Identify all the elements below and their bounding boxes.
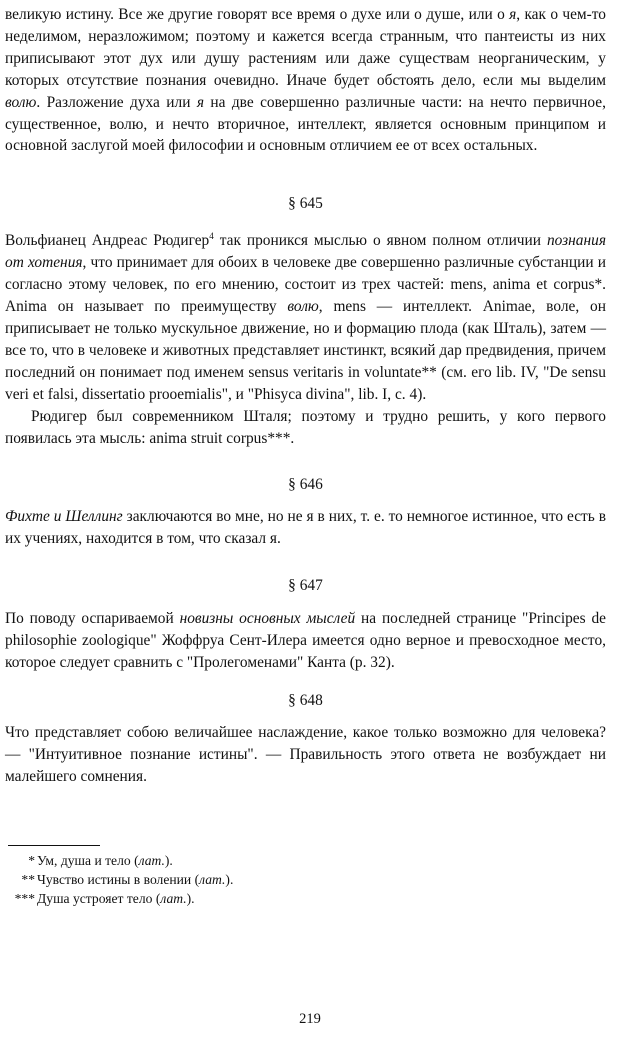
text-run: , что принимает для обоих в человеке две совершенно различные субстанции и согласно этому человек, по его мнению, состоит из трех частей: mens, anima et corpus*. Anima он называет по преимуществу [5, 254, 606, 316]
italic-text: волю [287, 298, 319, 316]
paren: ( [194, 872, 200, 887]
section-heading-645: § 645 [288, 195, 323, 213]
page-number: 219 [299, 1011, 321, 1027]
text-run: на две совершенно различные части: на нечто первичное, существенное, волю, и нечто вторичное, интеллект, является основным принципом и основной заслугой моей философии и основным отличием ее от всех остальных. [5, 93, 606, 155]
footnote-item [5, 890, 606, 909]
footnote-text: Душа устрояет тело [37, 890, 156, 906]
footnote-lang: лат. [138, 853, 165, 869]
paragraph-648: Что представляет собою величайшее наслаждение, какое только возможно для человека? — "Интуитивное познание истины". — Правильность этого ответа не возбуждает ни малейшего сомнения. [5, 723, 606, 785]
paragraph-647 [5, 608, 606, 674]
italic-text: познания от хотения [5, 232, 606, 272]
text-run: великую истину. Все же другие говорят все время о духе или о душе, или о [5, 6, 510, 23]
footnote-item [5, 871, 606, 890]
footnote-marker: *** [14, 890, 35, 906]
paragraph-645 [5, 226, 606, 405]
endnote-marker: 4 [209, 231, 214, 242]
footnote-marker: ** [21, 872, 35, 887]
paren: ). [186, 890, 195, 906]
footnote-lang: лат. [199, 872, 226, 887]
paren: ( [134, 853, 139, 869]
text-run: , как о чем-то неделимом, неразложимом; поэтому и кажется всегда странным, что пантеисты из них приписывают этот дух или душу растениям или даже существам неорганическим, у которых отсутствие познания очевидно. Иначе будет обстоять дело, если мы выделим [5, 6, 607, 89]
paren: ). [164, 853, 173, 869]
footnote-text: Чувство истины в волении [37, 872, 195, 887]
italic-text: я [196, 93, 204, 111]
footnote-text: Ум, душа и тело [37, 853, 135, 869]
footnote-divider [8, 845, 100, 846]
text-run: Вольфианец Андреас Рюдигер [5, 232, 210, 250]
paragraph-645-second: Рюдигер был современником Шталя; поэтому и трудно решить, у кого первого появилась эта мысль: anima struit corpus***. [5, 407, 606, 447]
paragraph-646 [5, 506, 606, 550]
footnote-marker: * [28, 853, 35, 869]
italic-text: новизны основных мыслей [179, 610, 356, 628]
italic-text: я [509, 6, 517, 23]
paragraph-continuation [5, 4, 606, 157]
section-heading-647: § 647 [288, 577, 323, 595]
footnote-lang: лат. [160, 890, 187, 906]
text-run: заключаются во мне, но не я в них, т. е. то немногое истинное, что есть в их учениях, находится в том, что сказал я. [5, 508, 606, 548]
text-run: на последней странице "Principes de philosophie zoologique" Жоффруа Сент-Илера имеется одно верное и превосходное место, которое следует сравнить с "Пролегоменами" Канта (p. 32). [5, 610, 607, 671]
text-run: так проникся мыслью о явном полном отличии [213, 232, 547, 250]
paren: ). [225, 872, 234, 887]
paren: ( [155, 890, 161, 906]
footnote-item [5, 852, 606, 871]
text-run: По поводу оспариваемой [5, 610, 180, 628]
section-heading-648: § 648 [288, 691, 323, 709]
italic-text: волю [5, 93, 37, 111]
text-run: . Разложение духа или [36, 93, 197, 111]
text-run: , mens — интеллект. Animae, воле, он приписывает не только мускульное движение, но и формацию плода (как Шталь), затем — все то, что в человеке и животных представляет инстинкт, всякий дар предвидения, причем последний он понимает под именем sensus veritaris in voluntate** (см. его lib. IV, "De sensu veri et falsi, dissertatio prooemialis", и "Phisyca divina", lib. I, c. 4). [5, 298, 606, 403]
footnotes [5, 852, 606, 908]
italic-text: Фихте и Шеллинг [5, 508, 123, 526]
section-heading-646: § 646 [288, 476, 323, 494]
